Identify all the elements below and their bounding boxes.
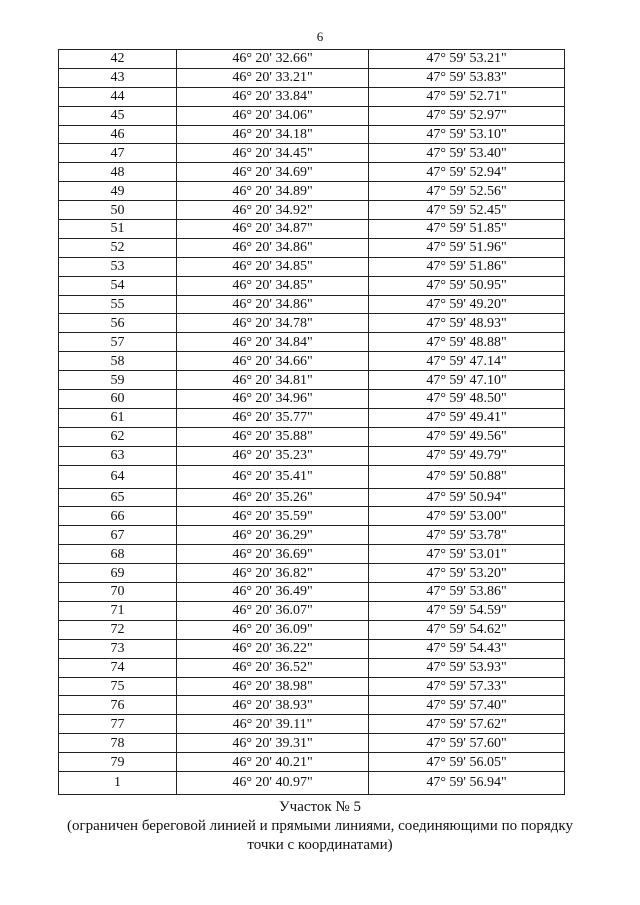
table-row <box>59 390 565 409</box>
longitude-cell: 47° 59' 49.56" <box>369 427 565 446</box>
point-number-cell: 65 <box>59 488 177 507</box>
table-row <box>59 620 565 639</box>
longitude-cell: 47° 59' 53.01" <box>369 545 565 564</box>
latitude-cell: 46° 20' 34.89" <box>177 182 369 201</box>
section-caption <box>0 798 640 855</box>
longitude-cell: 47° 59' 51.86" <box>369 257 565 276</box>
longitude-cell: 47° 59' 50.94" <box>369 488 565 507</box>
point-number-cell: 49 <box>59 182 177 201</box>
latitude-cell: 46° 20' 36.22" <box>177 639 369 658</box>
longitude-cell: 47° 59' 57.60" <box>369 734 565 753</box>
latitude-cell: 46° 20' 34.06" <box>177 106 369 125</box>
latitude-cell: 46° 20' 33.21" <box>177 68 369 87</box>
point-number-cell: 45 <box>59 106 177 125</box>
section-description-line-1: (ограничен береговой линией и прямыми линиями, соединяющими по порядку <box>66 818 573 834</box>
table-row <box>59 201 565 220</box>
latitude-cell: 46° 20' 34.85" <box>177 276 369 295</box>
table-row <box>59 408 565 427</box>
point-number-cell: 52 <box>59 238 177 257</box>
table-row <box>59 427 565 446</box>
latitude-cell: 46° 20' 36.69" <box>177 545 369 564</box>
point-number-cell: 48 <box>59 163 177 182</box>
table-row <box>59 696 565 715</box>
point-number-cell: 60 <box>59 390 177 409</box>
table-row <box>59 715 565 734</box>
point-number-cell: 72 <box>59 620 177 639</box>
latitude-cell: 46° 20' 35.41" <box>177 465 369 488</box>
table-row <box>59 507 565 526</box>
latitude-cell: 46° 20' 39.31" <box>177 734 369 753</box>
latitude-cell: 46° 20' 34.81" <box>177 371 369 390</box>
longitude-cell: 47° 59' 57.33" <box>369 677 565 696</box>
latitude-cell: 46° 20' 32.66" <box>177 50 369 69</box>
point-number-cell: 63 <box>59 446 177 465</box>
table-row <box>59 658 565 677</box>
point-number-cell: 50 <box>59 201 177 220</box>
table-row <box>59 771 565 794</box>
point-number-cell: 69 <box>59 564 177 583</box>
latitude-cell: 46° 20' 36.82" <box>177 564 369 583</box>
point-number-cell: 56 <box>59 314 177 333</box>
longitude-cell: 47° 59' 48.93" <box>369 314 565 333</box>
table-row <box>59 564 565 583</box>
longitude-cell: 47° 59' 49.41" <box>369 408 565 427</box>
point-number-cell: 61 <box>59 408 177 427</box>
latitude-cell: 46° 20' 35.26" <box>177 488 369 507</box>
longitude-cell: 47° 59' 56.05" <box>369 753 565 772</box>
table-row <box>59 639 565 658</box>
point-number-cell: 77 <box>59 715 177 734</box>
longitude-cell: 47° 59' 49.20" <box>369 295 565 314</box>
latitude-cell: 46° 20' 36.09" <box>177 620 369 639</box>
point-number-cell: 55 <box>59 295 177 314</box>
point-number-cell: 47 <box>59 144 177 163</box>
latitude-cell: 46° 20' 34.69" <box>177 163 369 182</box>
longitude-cell: 47° 59' 53.86" <box>369 583 565 602</box>
latitude-cell: 46° 20' 34.66" <box>177 352 369 371</box>
longitude-cell: 47° 59' 54.59" <box>369 601 565 620</box>
longitude-cell: 47° 59' 50.88" <box>369 465 565 488</box>
latitude-cell: 46° 20' 35.77" <box>177 408 369 427</box>
longitude-cell: 47° 59' 53.21" <box>369 50 565 69</box>
longitude-cell: 47° 59' 53.20" <box>369 564 565 583</box>
point-number-cell: 62 <box>59 427 177 446</box>
point-number-cell: 76 <box>59 696 177 715</box>
longitude-cell: 47° 59' 52.45" <box>369 201 565 220</box>
table-row <box>59 446 565 465</box>
latitude-cell: 46° 20' 34.85" <box>177 257 369 276</box>
table-row <box>59 163 565 182</box>
table-row <box>59 314 565 333</box>
point-number-cell: 79 <box>59 753 177 772</box>
table-row <box>59 753 565 772</box>
point-number-cell: 71 <box>59 601 177 620</box>
point-number-cell: 43 <box>59 68 177 87</box>
longitude-cell: 47° 59' 53.78" <box>369 526 565 545</box>
section-title: Участок № 5 <box>279 799 361 815</box>
latitude-cell: 46° 20' 34.86" <box>177 295 369 314</box>
table-row <box>59 371 565 390</box>
table-row <box>59 238 565 257</box>
point-number-cell: 64 <box>59 465 177 488</box>
latitude-cell: 46° 20' 36.49" <box>177 583 369 602</box>
latitude-cell: 46° 20' 34.96" <box>177 390 369 409</box>
latitude-cell: 46° 20' 36.52" <box>177 658 369 677</box>
longitude-cell: 47° 59' 52.97" <box>369 106 565 125</box>
table-row <box>59 352 565 371</box>
longitude-cell: 47° 59' 50.95" <box>369 276 565 295</box>
coordinates-table-body <box>59 50 565 795</box>
table-row <box>59 488 565 507</box>
point-number-cell: 66 <box>59 507 177 526</box>
latitude-cell: 46° 20' 40.21" <box>177 753 369 772</box>
longitude-cell: 47° 59' 53.00" <box>369 507 565 526</box>
table-row <box>59 276 565 295</box>
longitude-cell: 47° 59' 51.85" <box>369 220 565 239</box>
point-number-cell: 68 <box>59 545 177 564</box>
table-row <box>59 333 565 352</box>
latitude-cell: 46° 20' 34.45" <box>177 144 369 163</box>
table-row <box>59 50 565 69</box>
longitude-cell: 47° 59' 47.14" <box>369 352 565 371</box>
point-number-cell: 42 <box>59 50 177 69</box>
page-number: 6 <box>316 29 324 44</box>
table-row <box>59 677 565 696</box>
latitude-cell: 46° 20' 34.84" <box>177 333 369 352</box>
longitude-cell: 47° 59' 57.40" <box>369 696 565 715</box>
latitude-cell: 46° 20' 35.88" <box>177 427 369 446</box>
point-number-cell: 59 <box>59 371 177 390</box>
table-row <box>59 545 565 564</box>
longitude-cell: 47° 59' 54.43" <box>369 639 565 658</box>
longitude-cell: 47° 59' 53.40" <box>369 144 565 163</box>
latitude-cell: 46° 20' 38.93" <box>177 696 369 715</box>
latitude-cell: 46° 20' 36.29" <box>177 526 369 545</box>
longitude-cell: 47° 59' 52.71" <box>369 87 565 106</box>
longitude-cell: 47° 59' 53.93" <box>369 658 565 677</box>
latitude-cell: 46° 20' 34.18" <box>177 125 369 144</box>
longitude-cell: 47° 59' 53.10" <box>369 125 565 144</box>
table-row <box>59 734 565 753</box>
longitude-cell: 47° 59' 47.10" <box>369 371 565 390</box>
point-number-cell: 67 <box>59 526 177 545</box>
latitude-cell: 46° 20' 34.87" <box>177 220 369 239</box>
latitude-cell: 46° 20' 34.78" <box>177 314 369 333</box>
point-number-cell: 57 <box>59 333 177 352</box>
latitude-cell: 46° 20' 35.23" <box>177 446 369 465</box>
table-row <box>59 295 565 314</box>
table-row <box>59 220 565 239</box>
longitude-cell: 47° 59' 57.62" <box>369 715 565 734</box>
table-row <box>59 465 565 488</box>
coordinates-table <box>58 49 565 795</box>
latitude-cell: 46° 20' 38.98" <box>177 677 369 696</box>
table-row <box>59 583 565 602</box>
longitude-cell: 47° 59' 48.88" <box>369 333 565 352</box>
latitude-cell: 46° 20' 34.92" <box>177 201 369 220</box>
longitude-cell: 47° 59' 48.50" <box>369 390 565 409</box>
table-row <box>59 526 565 545</box>
longitude-cell: 47° 59' 52.56" <box>369 182 565 201</box>
longitude-cell: 47° 59' 52.94" <box>369 163 565 182</box>
latitude-cell: 46° 20' 33.84" <box>177 87 369 106</box>
table-row <box>59 182 565 201</box>
table-row <box>59 257 565 276</box>
longitude-cell: 47° 59' 56.94" <box>369 771 565 794</box>
point-number-cell: 78 <box>59 734 177 753</box>
table-row <box>59 144 565 163</box>
latitude-cell: 46° 20' 40.97" <box>177 771 369 794</box>
longitude-cell: 47° 59' 54.62" <box>369 620 565 639</box>
table-row <box>59 125 565 144</box>
table-row <box>59 68 565 87</box>
longitude-cell: 47° 59' 51.96" <box>369 238 565 257</box>
point-number-cell: 44 <box>59 87 177 106</box>
table-row <box>59 601 565 620</box>
point-number-cell: 58 <box>59 352 177 371</box>
table-row <box>59 87 565 106</box>
point-number-cell: 73 <box>59 639 177 658</box>
point-number-cell: 70 <box>59 583 177 602</box>
point-number-cell: 53 <box>59 257 177 276</box>
latitude-cell: 46° 20' 35.59" <box>177 507 369 526</box>
latitude-cell: 46° 20' 34.86" <box>177 238 369 257</box>
point-number-cell: 54 <box>59 276 177 295</box>
longitude-cell: 47° 59' 49.79" <box>369 446 565 465</box>
point-number-cell: 75 <box>59 677 177 696</box>
latitude-cell: 46° 20' 39.11" <box>177 715 369 734</box>
latitude-cell: 46° 20' 36.07" <box>177 601 369 620</box>
point-number-cell: 1 <box>59 771 177 794</box>
longitude-cell: 47° 59' 53.83" <box>369 68 565 87</box>
table-row <box>59 106 565 125</box>
section-description-line-2: точки с координатами) <box>247 837 393 853</box>
point-number-cell: 51 <box>59 220 177 239</box>
point-number-cell: 74 <box>59 658 177 677</box>
point-number-cell: 46 <box>59 125 177 144</box>
